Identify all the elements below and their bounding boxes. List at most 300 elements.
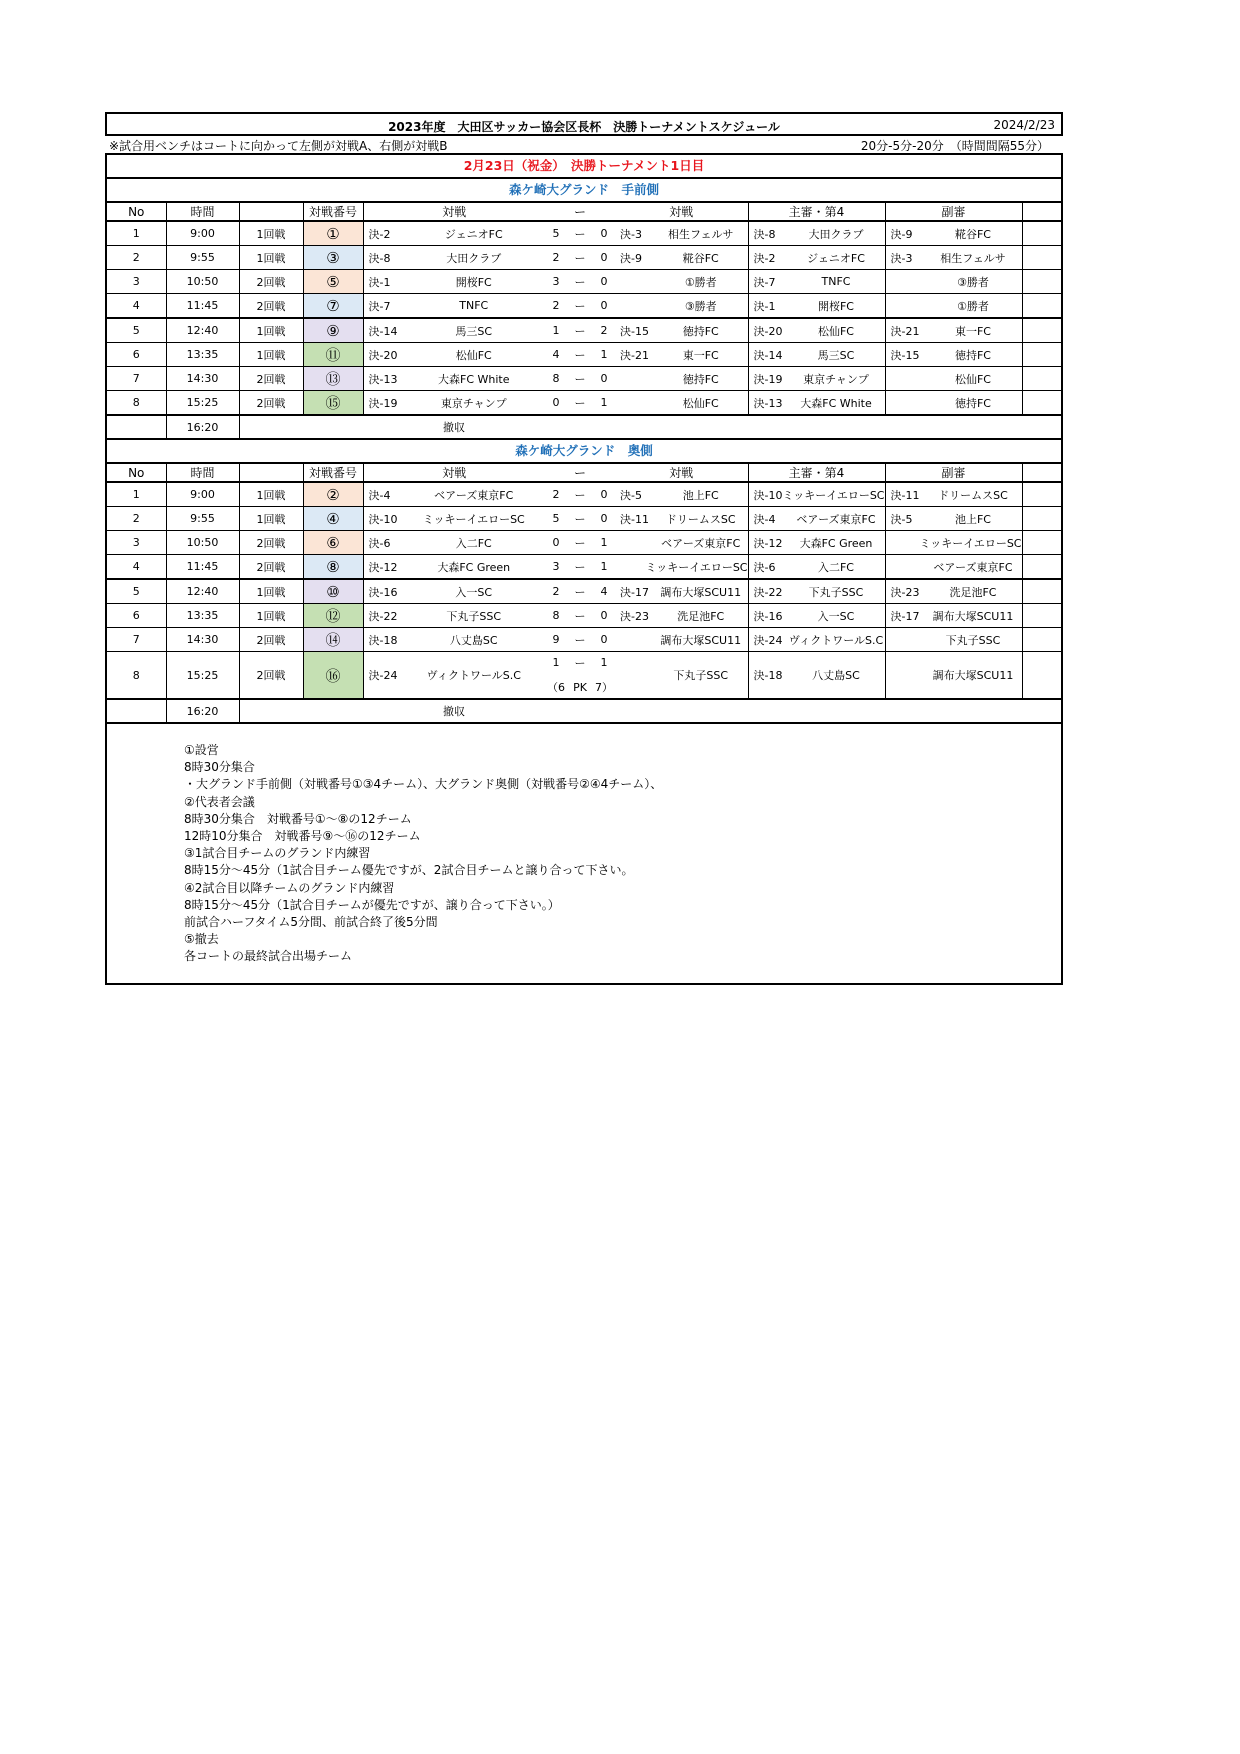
col-round [239,464,303,482]
note-line: 8時15分～45分（1試合目チーム優先ですが、2試合目チームと譲り合って下さい。 [184,863,634,878]
assistant-name: 調布大塚SCU11 [932,669,1014,682]
match-round: 2回戦 [239,555,303,580]
match-row [107,343,1061,367]
team-b-name: 池上FC [682,488,719,502]
score-cell [545,482,615,507]
match-index: 3 [107,270,166,294]
match-row [107,531,1061,555]
match-index: 7 [107,628,166,652]
match-row [107,270,1061,294]
referee-name: 八丈島SC [812,669,860,682]
referee-code: 決-2 [753,251,776,265]
assistant-name: 徳持FC [954,396,991,410]
team-b-name: ①勝者 [684,275,717,289]
match-index: 1 [107,482,166,507]
score-b: 1 [600,656,608,670]
schedule-table [107,203,1061,440]
note-line: 各コートの最終試合出場チーム [184,949,353,964]
score-dash: ー [574,299,586,313]
score-cell [545,391,615,416]
score-b: 1 [600,348,608,361]
match-round: 1回戦 [239,221,303,246]
team-a-code: 決-1 [368,275,391,289]
team-a-code: 決-2 [368,227,391,241]
score-b: 0 [600,251,608,264]
score-a: 8 [552,609,560,622]
match-index: 4 [107,294,166,319]
score-a: 4 [552,348,560,361]
referee-name: 大森FC Green [799,536,873,550]
match-time: 9:00 [166,482,239,507]
assistant-name: 松仙FC [954,372,991,386]
team-b-name: 洗足池FC [677,609,725,623]
match-index: 6 [107,343,166,367]
assistant-name: 洗足池FC [949,585,997,599]
schedule-sheet [105,112,1063,985]
assistant-name: 徳持FC [954,348,991,362]
score-b: 2 [600,324,608,337]
score-dash: ー [574,348,586,362]
score-a: 8 [552,372,560,385]
score-cell [545,343,615,367]
referee-code: 決-22 [753,585,783,599]
referee-code: 決-4 [753,512,776,526]
match-number: ② [303,482,363,507]
title-bar [105,112,1063,136]
score-b: 0 [600,633,608,646]
team-a-code: 決-22 [368,609,398,623]
match-number: ④ [303,507,363,531]
page-title: 2023年度 大田区サッカー協会区長杯 決勝トーナメントスケジュール [388,120,780,134]
assistant-code: 決-23 [890,585,920,599]
referee-name: ベアーズ東京FC [796,512,876,526]
match-round: 1回戦 [239,343,303,367]
note-line: ⑤撤去 [184,932,219,947]
team-a-code: 決-12 [368,560,398,574]
team-a-name: 八丈島SC [449,633,498,647]
subline [105,136,1063,153]
team-a-code: 決-4 [368,488,391,502]
match-round: 2回戦 [239,628,303,652]
score-a: 3 [552,275,560,288]
team-b-code: 決-23 [620,609,649,623]
assistant-code: 決-3 [890,251,913,265]
note-line: 8時30分集合 対戦番号①～⑧の12チーム [184,811,412,826]
close-label: 撤収 [443,421,465,434]
team-a-name: ベアーズ東京FC [434,488,514,502]
score-dash: ー [574,609,586,623]
score-dash: ー [574,512,586,526]
score-dash: ー [574,227,586,241]
team-a-code: 決-18 [368,633,398,647]
score-cell [545,270,615,294]
match-round: 2回戦 [239,367,303,391]
day-box [105,153,1063,724]
team-b-code: 決-3 [620,227,642,241]
assistant-name: 池上FC [954,512,991,526]
assistant-code: 決-21 [890,324,920,338]
team-a-code: 決-19 [368,396,398,410]
match-number: ⑬ [303,367,363,391]
assistant-code: 決-17 [890,609,920,623]
col-team-b: 対戦 [615,464,748,482]
match-time: 9:55 [166,246,239,270]
team-a-name: 入一SC [455,585,493,599]
col-assistant: 副審 [885,203,1022,221]
match-row [107,555,1061,580]
referee-name: 開桜FC [817,299,854,313]
match-time: 12:40 [166,579,239,604]
match-index: 8 [107,652,166,700]
score-dash: ー [574,324,586,338]
score-cell [545,294,615,319]
match-row [107,391,1061,416]
score-cell [545,367,615,391]
score-b: 1 [600,396,608,409]
match-round: 2回戦 [239,270,303,294]
score-cell [545,579,615,604]
score-b: 0 [600,299,608,312]
score-cell [545,555,615,580]
team-b-code: 決-15 [620,324,649,338]
match-row [107,246,1061,270]
team-a-name: ミッキーイエローSC [422,512,525,526]
note-line: ②代表者会議 [184,794,255,809]
team-a-code: 決-6 [368,536,391,550]
match-round: 1回戦 [239,482,303,507]
score-dash: ー [574,560,586,574]
score-cell [545,531,615,555]
close-row [107,415,1061,439]
note-line: 12時10分集合 対戦番号⑨～⑯の12チーム [184,829,421,844]
assistant-code: 決-9 [890,227,913,241]
score-a: 5 [552,227,560,240]
match-time: 12:40 [166,318,239,343]
score-cell [545,318,615,343]
match-index: 6 [107,604,166,628]
team-b-name: 糀谷FC [682,251,719,265]
note-line: ・大グランド手前側（対戦番号①③4チーム）、大グランド奥側（対戦番号②④4チーム）、 [184,777,663,792]
score-dash: ー [574,396,586,410]
referee-code: 決-7 [753,275,776,289]
match-time: 13:35 [166,604,239,628]
match-round: 2回戦 [239,652,303,700]
team-a-name: 大森FC White [438,372,510,386]
notes-list [184,742,1061,966]
match-number: ⑭ [303,628,363,652]
score-dash: ー [574,656,586,670]
col-team-a: 対戦 [442,205,467,219]
match-index: 4 [107,555,166,580]
team-a-name: 入二FC [455,536,492,550]
score-a: 2 [552,488,560,501]
match-time: 11:45 [166,294,239,319]
note-line: ①設営 [184,743,219,757]
referee-code: 決-1 [753,299,776,313]
match-number: ⑯ [303,652,363,700]
score-a: 3 [552,560,560,573]
team-a-name: TNFC [459,299,489,312]
referee-code: 決-19 [753,372,783,386]
assistant-name: 調布大塚SCU11 [932,609,1014,623]
team-a-name: 下丸子SSC [446,609,502,623]
referee-code: 決-18 [753,669,783,682]
col-time: 時間 [166,203,239,221]
col-no: No [107,464,166,482]
assistant-name: 糀谷FC [954,227,991,241]
match-index: 7 [107,367,166,391]
col-referee: 主審・第4 [748,203,885,221]
team-b-name: 徳持FC [682,324,719,338]
score-dash: ー [574,585,586,599]
team-b-name: 下丸子SSC [673,669,729,682]
score-a: 2 [552,585,560,598]
bench-note: ※試合用ベンチはコートに向かって左側が対戦A、右側が対戦B [109,139,448,153]
match-round: 1回戦 [239,579,303,604]
match-round: 1回戦 [239,507,303,531]
pk-label: PK [573,680,587,694]
referee-name: 東京チャンプ [803,372,869,386]
referee-name: 馬三SC [817,348,855,362]
match-time: 11:45 [166,555,239,580]
referee-name: 松仙FC [817,324,854,338]
match-time: 13:35 [166,343,239,367]
match-time: 14:30 [166,628,239,652]
match-time: 15:25 [166,652,239,700]
match-number: ⑧ [303,555,363,580]
referee-code: 決-12 [753,536,783,550]
score-dash: ー [574,372,586,386]
match-time: 10:50 [166,531,239,555]
team-b-code: 決-17 [620,585,649,599]
match-time: 15:25 [166,391,239,416]
pk-close: 7） [595,681,613,695]
team-a-name: 馬三SC [455,324,493,338]
match-row [107,507,1061,531]
team-a-code: 決-10 [368,512,398,526]
pk-open: （6 [547,681,565,695]
table-header [107,203,1061,221]
match-time: 10:50 [166,270,239,294]
col-blank [1022,464,1061,482]
score-cell [545,604,615,628]
team-b-code: 決-11 [620,512,649,526]
team-a-name: 東京チャンプ [440,396,507,410]
team-b-name: 相生フェルサ [668,227,734,241]
referee-name: TNFC [821,275,851,288]
team-a-code: 決-7 [368,299,391,313]
score-b: 0 [600,512,608,525]
team-b-code: 決-9 [620,251,642,265]
note-line: 前試合ハーフタイム5分間、前試合終了後5分間 [184,915,438,930]
score-b: 0 [600,275,608,288]
col-no: No [107,203,166,221]
col-time: 時間 [166,464,239,482]
referee-code: 決-8 [753,227,776,241]
team-b-name: 調布大塚SCU11 [660,633,742,647]
assistant-name: 下丸子SSC [945,633,1001,647]
match-row [107,482,1061,507]
match-row [107,221,1061,246]
referee-name: 大森FC White [800,396,872,410]
referee-name: ヴィクトワールS.C [788,633,884,647]
match-round: 2回戦 [239,294,303,319]
match-index: 8 [107,391,166,416]
referee-name: 下丸子SSC [808,585,864,599]
score-b: 0 [600,609,608,622]
referee-code: 決-14 [753,348,783,362]
col-assistant: 副審 [885,464,1022,482]
assistant-name: ①勝者 [957,299,989,313]
col-dash: ー [573,466,586,480]
team-b-name: ③勝者 [684,299,717,313]
team-a-name: ジェニオFC [444,227,503,241]
referee-name: ジェニオFC [807,251,865,265]
assistant-code: 決-5 [890,512,913,526]
score-cell [545,246,615,270]
match-round: 2回戦 [239,531,303,555]
venues [107,179,1061,724]
score-b: 0 [600,488,608,501]
venue-title: 森ケ崎大グランド 手前側 [107,179,1061,203]
assistant-code: 決-11 [890,488,920,502]
match-number: ⑤ [303,270,363,294]
col-match-no: 対戦番号 [303,464,363,482]
match-index: 2 [107,246,166,270]
match-row [107,367,1061,391]
score-dash: ー [574,488,586,502]
score-dash: ー [574,251,586,265]
date-label: 2024/2/23 [993,118,1055,132]
referee-code: 決-10 [753,488,783,502]
match-time: 14:30 [166,367,239,391]
score-cell [545,221,615,246]
team-a-name: 大田クラブ [446,251,502,265]
note-line: 8時30分集合 [184,760,255,775]
close-label: 撤収 [443,705,465,718]
referee-code: 決-16 [753,609,783,623]
score-a: 2 [552,299,560,312]
assistant-name: 相生フェルサ [940,251,1006,265]
assistant-name: ③勝者 [957,275,989,289]
schedule-table [107,464,1061,724]
match-round: 1回戦 [239,246,303,270]
team-b-code: 決-5 [620,488,642,502]
team-b-name: ベアーズ東京FC [661,536,741,550]
match-number: ① [303,221,363,246]
referee-name: 大田クラブ [808,227,864,241]
match-row [107,652,1061,700]
team-b-code: 決-21 [620,348,649,362]
score-a: 0 [552,396,560,409]
close-time: 16:20 [166,415,239,439]
score-a: 0 [552,536,560,549]
match-row [107,318,1061,343]
team-a-name: 松仙FC [455,348,492,362]
col-match-no: 対戦番号 [303,203,363,221]
match-round: 1回戦 [239,318,303,343]
score-b: 4 [600,585,608,598]
referee-name: 入二FC [817,560,854,574]
team-a-name: 大森FC Green [437,560,511,574]
team-a-name: ヴィクトワールS.C [426,669,521,682]
score-b: 0 [600,227,608,240]
score-cell [545,628,615,652]
day-title: 2月23日（祝金） 決勝トーナメント1日目 [107,155,1061,179]
match-round: 1回戦 [239,604,303,628]
note-line: ④2試合目以降チームのグランド内練習 [184,880,395,895]
team-a-code: 決-20 [368,348,398,362]
match-number: ⑮ [303,391,363,416]
timing-note: 20分-5分-20分 （時間間隔55分） [860,139,1049,153]
venue-title: 森ケ崎大グランド 奥側 [107,440,1061,464]
score-a: 1 [552,324,560,337]
team-a-code: 決-8 [368,251,391,265]
assistant-code: 決-15 [890,348,920,362]
match-number: ③ [303,246,363,270]
score-cell [545,652,615,700]
close-time: 16:20 [166,699,239,723]
match-time: 9:55 [166,507,239,531]
match-number: ⑫ [303,604,363,628]
match-time: 9:00 [166,221,239,246]
col-round [239,203,303,221]
score-cell [545,507,615,531]
col-team-b: 対戦 [615,203,748,221]
col-team-a: 対戦 [442,466,467,480]
match-number: ⑩ [303,579,363,604]
score-a: 1 [552,656,560,670]
team-a-code: 決-16 [368,585,398,599]
referee-code: 決-24 [753,633,783,647]
referee-name: ミッキーイエローSC [782,488,885,502]
team-a-code: 決-14 [368,324,398,338]
notes-section [105,724,1063,985]
match-number: ⑦ [303,294,363,319]
score-dash: ー [574,536,586,550]
referee-code: 決-6 [753,560,776,574]
referee-name: 入一SC [817,609,855,623]
match-index: 1 [107,221,166,246]
team-b-name: 松仙FC [682,396,719,410]
team-a-code: 決-13 [368,372,398,386]
match-round: 2回戦 [239,391,303,416]
match-index: 2 [107,507,166,531]
score-dash: ー [574,275,586,289]
team-a-name: 開桜FC [455,275,492,289]
referee-code: 決-13 [753,396,783,410]
team-b-name: 調布大塚SCU11 [660,585,742,599]
note-line: 8時15分～45分（1試合目チームが優先ですが、譲り合って下さい。） [184,897,560,912]
team-b-name: ドリームスSC [665,512,736,526]
table-header [107,464,1061,482]
match-index: 5 [107,318,166,343]
score-a: 9 [552,633,560,646]
match-row [107,294,1061,319]
score-a: 2 [552,251,560,264]
score-a: 5 [552,512,560,525]
referee-code: 決-20 [753,324,783,338]
match-index: 5 [107,579,166,604]
score-b: 1 [600,560,608,573]
match-row [107,579,1061,604]
team-b-name: 徳持FC [682,372,719,386]
match-number: ⑥ [303,531,363,555]
col-dash: ー [573,205,586,219]
team-b-name: ミッキーイエローSC [645,560,748,574]
match-number: ⑨ [303,318,363,343]
match-number: ⑪ [303,343,363,367]
